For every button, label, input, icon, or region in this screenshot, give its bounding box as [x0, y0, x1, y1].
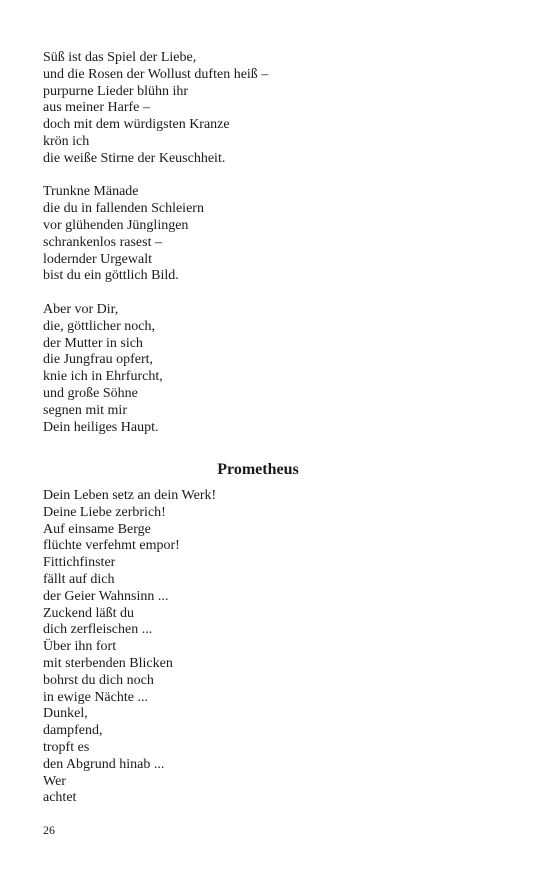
poem-line: Dein heiliges Haupt.: [43, 419, 159, 435]
poem-line: Über ihn fort: [43, 639, 117, 655]
poem-line: Deine Liebe zerbrich!: [43, 504, 166, 520]
poem-line: die Jungfrau opfert,: [43, 352, 154, 368]
poem-line: Dein Leben setz an dein Werk!: [43, 488, 217, 503]
stanza: [43, 50, 513, 168]
stanza: [43, 184, 513, 285]
poem-line: der Geier Wahnsinn ...: [43, 588, 169, 604]
poem-line: dampfend,: [43, 723, 103, 739]
poem-line: die, göttlicher noch,: [43, 318, 155, 334]
poem-line: segnen mit mir: [43, 402, 127, 418]
poem-line: mit sterbenden Blicken: [43, 655, 173, 671]
poem-line: purpurne Lieder blühn ihr: [43, 83, 189, 99]
poem-line: Süß ist das Spiel der Liebe,: [43, 50, 197, 65]
poem-line: tropft es: [43, 739, 90, 755]
poem-line: Zuckend läßt du: [43, 605, 134, 621]
poem-line: bist du ein göttlich Bild.: [43, 268, 179, 284]
poem-line: schrankenlos rasest –: [43, 234, 162, 250]
poem-line: und große Söhne: [43, 385, 138, 401]
poem-line: der Mutter in sich: [43, 335, 143, 351]
poem-line: lodernder Urgewalt: [43, 251, 152, 267]
poem-untitled: [43, 50, 513, 436]
stanza-gap: [43, 285, 513, 302]
poem-line: den Abgrund hinab ...: [43, 756, 165, 772]
page-body: [43, 50, 513, 436]
poem-line: flüchte verfehmt empor!: [43, 538, 180, 554]
poem-line: Wer: [43, 773, 66, 789]
poem-line: Fittichfinster: [43, 555, 116, 571]
poem-line: in ewige Nächte ...: [43, 689, 148, 705]
poem-line: Aber vor Dir,: [43, 301, 119, 317]
poem-line: fällt auf dich: [43, 571, 115, 587]
stanza-gap: [43, 168, 513, 185]
poem-line: die weiße Stirne der Keuschheit.: [43, 150, 226, 166]
poem-line: aus meiner Harfe –: [43, 100, 150, 116]
stanza: [43, 302, 513, 436]
poem-title: Prometheus: [217, 461, 299, 478]
poem-line: krön ich: [43, 133, 90, 149]
page-number: 26: [43, 823, 55, 837]
poem-line: und die Rosen der Wollust duften heiß –: [43, 66, 269, 82]
poem-line: Auf einsame Berge: [43, 521, 151, 537]
poem-prometheus-body: [43, 488, 513, 807]
poem-line: die du in fallenden Schleiern: [43, 201, 204, 217]
poem-prometheus: [43, 488, 513, 807]
poem-line: Trunkne Mänade: [43, 184, 139, 200]
poem-line: dich zerfleischen ...: [43, 622, 153, 638]
poem-line: doch mit dem würdigsten Kranze: [43, 117, 230, 133]
poem-line: Dunkel,: [43, 706, 88, 722]
poem-line: vor glühenden Jünglingen: [43, 217, 189, 233]
poem-line: knie ich in Ehrfurcht,: [43, 369, 163, 385]
poem-line: achtet: [43, 790, 77, 806]
poem-line: bohrst du dich noch: [43, 672, 154, 688]
